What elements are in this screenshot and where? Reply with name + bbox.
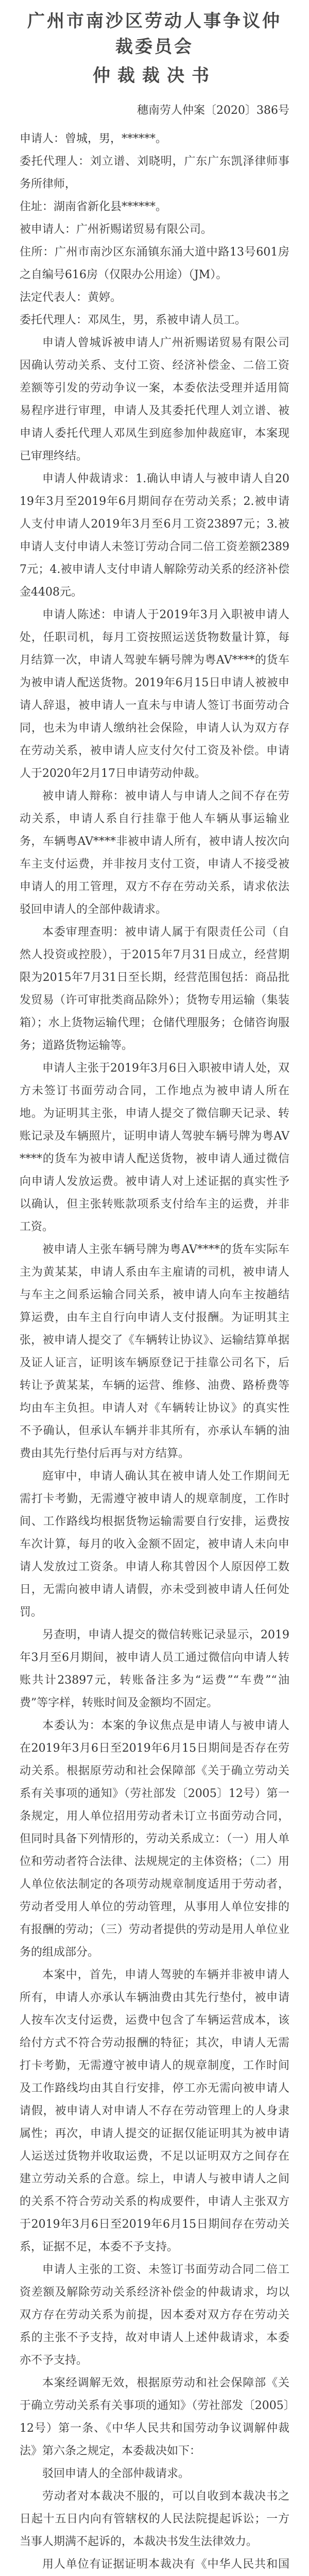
ruling-basis-paragraph: 本案经调解无效，根据原劳动和社会保障部《关于确立劳动关系有关事项的通知》（劳社部发〔2005〕12号）第一条、《中华人民共和国劳动争议调解仲裁法》第六条之规定，本委裁决如下： [20,2377,289,2458]
parties-section [20,128,289,332]
case-intro-paragraph: 申请人曾城诉被申请人广州祈赐诺贸易有限公司因确认劳动关系、支付工资、经济补偿金、二倍工资差额等引发的劳动争议一案，本委依法受理并适用简易程序进行审理，申请人及其委托代理人刘立谱、被申请人委托代理人邓凤生到庭参加仲裁庭审，本案现已审理终结。 [20,336,289,463]
issuing-organization: 广州市南沙区劳动人事争议仲裁委员会 [27,11,282,57]
party-applicant-address: 住址：湖南省新化县******。 [20,200,167,213]
reasoning-legal-basis-paragraph: 本委认为：本案的争议焦点是申请人与被申请人在2019年3月6日至2019年6月15日期间是否存在劳动关系。根据原劳动和社会保障部《关于确立劳动关系有关事项的通知》（劳社部发〔2005〕12号）第一条规定，用人单位招用劳动者未订立书面劳动合同，但同时具备下列情形的，劳动关系成立：（一）用人单位和劳动者符合法律、法规规定的主体资格；（二）用人单位依法制定的各项劳动规章制度适用于劳动者，劳动者受用人单位的劳动管理，从事用人单位安排的有报酬的劳动；（三）劳动者提供的劳动是用人单位业务的组成部分。 [20,1719,289,1959]
reasoning-claims-paragraph: 申请人主张的工资、未签订书面劳动合同二倍工资差额及解除劳动关系经济补偿金的仲裁请求，均以双方存在劳动关系为前提，因本委对双方存在劳动关系的主张不予支持，故对申请人上述仲裁请求，本委亦不予支持。 [20,2263,289,2367]
applicant-claims-paragraph: 申请人仲裁请求：1.确认申请人与被申请人自2019年3月至2019年6月期间存在劳动关系；2.被申请人支付申请人2019年3月至6月工资23897元；3.被申请人支付申请人未签订劳动合同二倍工资差额23897元；4.被申请人支付申请人解除劳动关系的经济补偿金4408元。 [20,472,289,599]
reasoning-analysis-paragraph: 本案中，首先，申请人驾驶的车辆并非被申请人所有，申请人亦承认车辆油费由其先行垫付，被申请人按车次支付运费，运费中包含了车辆运营成本，该给付方式不符合劳动报酬的特征；其次，申请人无需打卡考勤，无需遵守被申请人的规章制度，工作时间及工作路线均由其自行安排，停工亦无需向被申请人请假，被申请人对申请人不存在劳动管理上的人身隶属性；再次，申请人提交的证据仅能证明其为被申请人运送过货物并收取运费，不足以证明双方之间存在建立劳动关系的合意。综上，申请人与被申请人之间的关系不符合劳动关系的构成要件，申请人主张双方于2019年3月6日至2019年6月15日期间存在劳动关系，证据不足，本委不予支持。 [20,1969,289,2253]
applicant-statement-paragraph: 申请人陈述：申请人于2019年3月入职被申请人处，任职司机，每月工资按照运送货物数量计算，每月结算一次，申请人驾驶车辆号牌为粤AV****的货车为被申请人配送货物。2019年6月15日申请人被被申请人辞退，被申请人一直未与申请人签订书面劳动合同，也未为申请人缴纳社会保险，申请人认为双方存在劳动关系，被申请人应支付欠付工资及补偿。申请人于2020年2月17日申请劳动仲裁。 [20,608,289,780]
appeal-employer-paragraph: 用人单位有证据证明本裁决有《中华人民共和国 [42,2558,289,2571]
findings-respondent-evidence-paragraph: 被申请人主张车辆号牌为粤AV****的货车实际车主为黄某某，申请人系由车主雇请的司机，被申请人与车主之间系运输合同关系，被申请人向车主按趟结算运费，由车主自行向申请人支付报酬。为证明其主张，被申请人提交了《车辆转让协议》、运输结算单据及证人证言，证明该车辆原登记于挂靠公司名下，后转让予黄某某，车辆的运营、维修、油费、路桥费等均由车主负担。申请人对《车辆转让协议》的真实性不予确认，但承认车辆并非其所有，亦承认车辆的油费由其先行垫付后再与对方结算。 [20,1243,289,1460]
case-number: 穗南劳人仲案〔2020〕386号 [137,104,289,117]
appeal-worker-paragraph: 劳动者对本裁决不服的，可以自收到本裁决书之日起十五日内向有管辖权的人民法院提起诉讼；一方当事人期满不起诉的，本裁决书发生法律效力。 [20,2490,289,2548]
findings-transfer-records-paragraph: 另查明，申请人提交的微信转账记录显示，2019年3月至6月期间，被申请人员工通过微信向申请人转账共计23897元，转账备注多为“运费”“车费”“油费”等字样，转账时间及金额均不固定。 [20,1629,289,1709]
findings-company-paragraph: 本委审理查明：被申请人属于有限责任公司（自然人投资或控股），于2015年7月31日成立，经营期限为2015年7月31日至长期，经营范围包括：商品批发贸易（许可审批类商品除外）；货物专用运输（集装箱）；水上货物运输代理；仓储代理服务；仓储咨询服务；道路货物运输等。 [20,926,289,1052]
respondent-defense-paragraph: 被申请人辩称：被申请人与申请人之间不存在劳动关系，申请人系自行挂靠于他人车辆从事运输业务，车辆粤AV****非被申请人所有，被申请人按次向车主支付运费，并非按月支付工资，申请人不接受被申请人的用工管理，双方不存在劳动关系，请求依法驳回申请人的全部仲裁请求。 [20,790,289,916]
ruling-result-paragraph: 驳回申请人的全部仲裁请求。 [42,2467,190,2480]
party-applicant: 申请人：曾城，男，******。 [20,132,167,145]
party-legal-representative: 法定代表人：黄婷。 [20,291,122,304]
party-respondent-address: 住所：广州市南沙区东涌镇东涌大道中路13号601房之自编号616房（仅限办公用途）（JM）。 [20,246,289,281]
party-respondent-agent: 委托代理人：邓凤生，男，系被申请人员工。 [20,314,247,327]
findings-applicant-evidence-paragraph: 申请人主张于2019年3月6日入职被申请人处，双方未签订书面劳动合同，工作地点为被申请人所在地。为证明其主张，申请人提交了微信聊天记录、转账记录及车辆照片，证明申请人驾驶车辆号牌为粤AV****的货车为被申请人配送货物，被申请人通过微信向申请人发放运费。被申请人对上述证据的真实性予以确认，但主张转账款项系支付给车主的运费，并非工资。 [20,1062,289,1233]
findings-hearing-paragraph: 庭审中，申请人确认其在被申请人处工作期间无需打卡考勤，无需遵守被申请人的规章制度，工作时间、工作路线均根据货物运输需要自行安排，运费按车次计算，每月的收入金额不固定，被申请人未向申请人发放过工资条。申请人称其曾因个人原因停工数日，无需向被申请人请假，亦未受到被申请人任何处罚。 [20,1470,289,1619]
document-title: 仲裁裁决书 [93,65,216,86]
party-applicant-agent: 委托代理人：刘立谱、刘晓明，广东广东凯泽律师事务所律师， [20,155,289,191]
award-body [20,332,289,2576]
party-respondent: 被申请人：广州祈赐诺贸易有限公司。 [20,223,213,236]
